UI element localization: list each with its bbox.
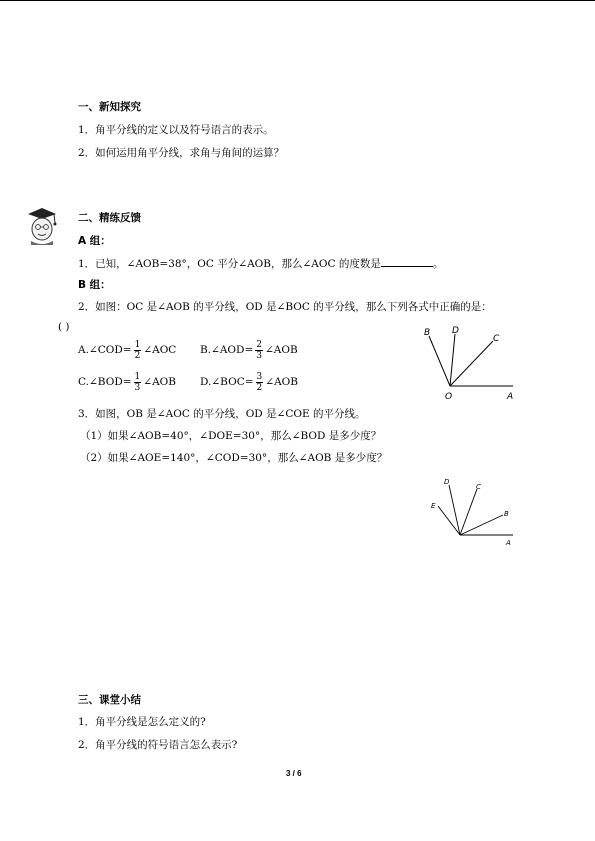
s1-question-2: 2．如何运用角平分线，求角与角间的运算？ <box>78 147 285 159</box>
fraction-d <box>256 372 264 393</box>
fraction-a-num: 1 <box>134 339 141 350</box>
fraction-a-den: 2 <box>134 350 141 361</box>
top-rule <box>0 0 595 1</box>
fraction-b <box>255 340 263 361</box>
a-question-1-end: 。 <box>432 258 444 270</box>
option-c-angle: ∠AOB <box>143 376 176 388</box>
s1-question-1: 1．角平分线的定义以及符号语言的表示。 <box>78 124 274 136</box>
fraction-d-num: 3 <box>256 371 263 382</box>
fig2-label-b: B <box>504 510 509 518</box>
ray-od <box>450 334 455 386</box>
fraction-d-den: 2 <box>256 382 263 393</box>
option-d-angle: ∠AOB <box>265 376 298 388</box>
b-question-3-part-2: （2）如果∠AOE=140°，∠COD=30°，那么∠AOB 是多少度？ <box>80 452 388 464</box>
angle-figure-2 <box>425 474 525 550</box>
b-question-3: 3．如图，OB 是∠AOC 的平分线，OD 是∠COE 的平分线。 <box>78 408 366 420</box>
answer-paren: ( ) <box>58 321 70 333</box>
a-question-1 <box>78 256 443 271</box>
fig1-label-d: D <box>452 326 459 336</box>
option-a-angle: ∠AOC <box>143 344 177 356</box>
option-b-label: B.∠AOD= <box>200 344 254 356</box>
b-question-2: 2．如图：OC 是∠AOB 的平分线，OD 是∠BOC 的平分线，那么下列各式中正确的是： <box>78 301 492 313</box>
fraction-c <box>134 372 142 393</box>
fraction-c-num: 1 <box>134 371 141 382</box>
ray-ob <box>429 336 450 386</box>
group-b-label: B 组： <box>78 279 111 291</box>
fig2-label-e: E <box>431 502 436 510</box>
a-question-1-text: 1．已知，∠AOB=38°，OC 平分∠AOB，那么∠AOC 的度数是 <box>78 258 381 270</box>
fraction-b-den: 3 <box>256 350 262 361</box>
s3-question-1: 1．角平分线是怎么定义的? <box>78 716 206 728</box>
angle-figure-1 <box>415 325 520 405</box>
b-question-3-part-1: （1）如果∠AOB=40°，∠DOE=30°，那么∠BOD 是多少度？ <box>80 430 382 442</box>
fig1-label-a: A <box>507 392 514 402</box>
option-b <box>200 337 298 363</box>
ray-oc <box>450 341 493 386</box>
answer-blank[interactable] <box>381 256 433 267</box>
fraction-b-num: 2 <box>256 339 262 350</box>
fig2-label-d: D <box>444 478 450 486</box>
fig1-label-c: C <box>493 334 500 344</box>
teacher-avatar-icon <box>22 205 62 247</box>
section-title-2: 二、精练反馈 <box>78 212 141 224</box>
option-a <box>78 337 176 363</box>
fig1-label-b: B <box>424 328 431 338</box>
section-title-3: 三、课堂小结 <box>78 694 141 706</box>
fig2-label-c: C <box>476 483 481 491</box>
page-number: 3 / 6 <box>286 769 302 778</box>
option-a-label: A.∠COD= <box>78 344 132 356</box>
fig1-label-o: O <box>445 392 453 402</box>
option-d-label: D.∠BOC= <box>200 376 254 388</box>
option-d <box>200 369 298 395</box>
option-b-angle: ∠AOB <box>265 344 298 356</box>
fraction-c-den: 3 <box>134 382 141 393</box>
group-a-label: A 组： <box>78 235 111 247</box>
option-c-label: C.∠BOD= <box>78 376 132 388</box>
option-c <box>78 369 176 395</box>
s3-question-2: 2．角平分线的符号语言怎么表示? <box>78 739 238 751</box>
fraction-a <box>134 340 142 361</box>
section-title-1: 一、新知探究 <box>78 101 141 113</box>
fig2-label-a: A <box>506 539 511 547</box>
